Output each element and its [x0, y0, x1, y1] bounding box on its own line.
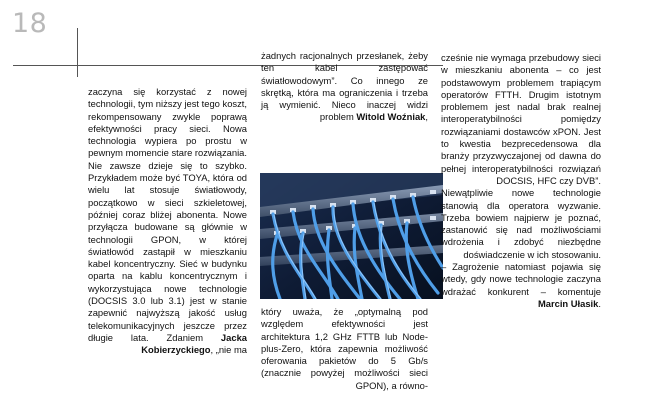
paragraph-text: – Zagrożenie natomiast pojawia się wtedy, gdy nowe technologie zaczyna wdrażać konkurent – komentuje — [441, 261, 601, 297]
paragraph-text: . — [598, 297, 601, 309]
paragraph-text: , „nie ma — [210, 344, 247, 356]
paragraph-text: żadnych racjonalnych przesłanek, żeby ten kabel zastępować światłowodowym”. Co innego ze skrętką, która ma ograniczenia i trzeba ją wymienić. Nieco inaczej widzi problem — [261, 50, 428, 123]
paragraph: zaczyna się korzystać z nowej technologii, tym niższy jest tego koszt, rekompensowany zwykle poprawą efektywności pracy sieci. Nowa technologia wypiera po prostu w pewnym momencie stare rozwiązania. — [88, 86, 247, 159]
author-name: Witold Woźniak — [356, 111, 426, 123]
paragraph — [441, 261, 601, 310]
network-patch-cables-photo — [260, 173, 443, 299]
vertical-rule — [77, 28, 78, 77]
paragraph-text: Nie zawsze dzieje się to szybko. Przykładem może być TOYA, która od wielu lat stosuje światłowody, początkowo w sieci szkieletowej, później coraz bliżej abonenta. Nowe przyłącza budowane są głównie w technologii GPON, w której światłowód zastąpił w mieszkaniu kabel koncentryczny. Sieć w budynku oparta na kablu koncentrycznym i wykorzystująca nowe technologie (DOCSIS 3.0 lub 3.1) jest w stanie zapewnić najwyższą jakość usług telekomunikacyjnych jeszcze przez długie lata. Zdaniem — [88, 159, 247, 343]
text-column-middle-top — [261, 50, 428, 124]
author-name: Jacka Kobierzyckiego — [141, 331, 247, 356]
paragraph — [88, 160, 247, 357]
page-number: 18 — [12, 8, 48, 39]
author-name: Marcin Ułasik — [537, 297, 599, 309]
text-column-middle-bottom — [261, 306, 428, 392]
paragraph-text: , — [425, 111, 428, 123]
paragraph: cześnie nie wymaga przebudowy sieci w mieszkaniu abonenta – co jest podstawowym problemem trapiącym operatorów FTTH. Drugim istotnym problemem jest nadal brak realnej interoperatybilności pomiędzy rozwiązaniami dostawców xPON. Jest to kwestia bezprecedensowa dla branży przyzwyczajonej od dawna do pełnej interoperatybilności rozwiązań DOCSIS, HFC czy DVB”. — [441, 52, 601, 186]
photo-image — [260, 173, 443, 299]
paragraph: który uważa, że „optymalną pod względem efektywności jest architektura 1,2 GHz FTTB lub Node-plus-Zero, która zapewnia możliwość oferowania pakietów do 5 Gb/s (znacznie powyżej możliwości sieci GPON), a równo- — [261, 306, 428, 391]
paragraph — [261, 50, 428, 124]
text-column-right — [441, 52, 601, 310]
text-column-left — [88, 86, 247, 357]
paragraph: Niewątpliwie nowe technologie stanowią dla operatora wyzwanie. Trzeba bowiem najpierw je poznać, zastanowić się nad możliwościami wdrożenia i zdobyć niezbędne doświadczenie w ich stosowaniu. — [441, 187, 601, 260]
